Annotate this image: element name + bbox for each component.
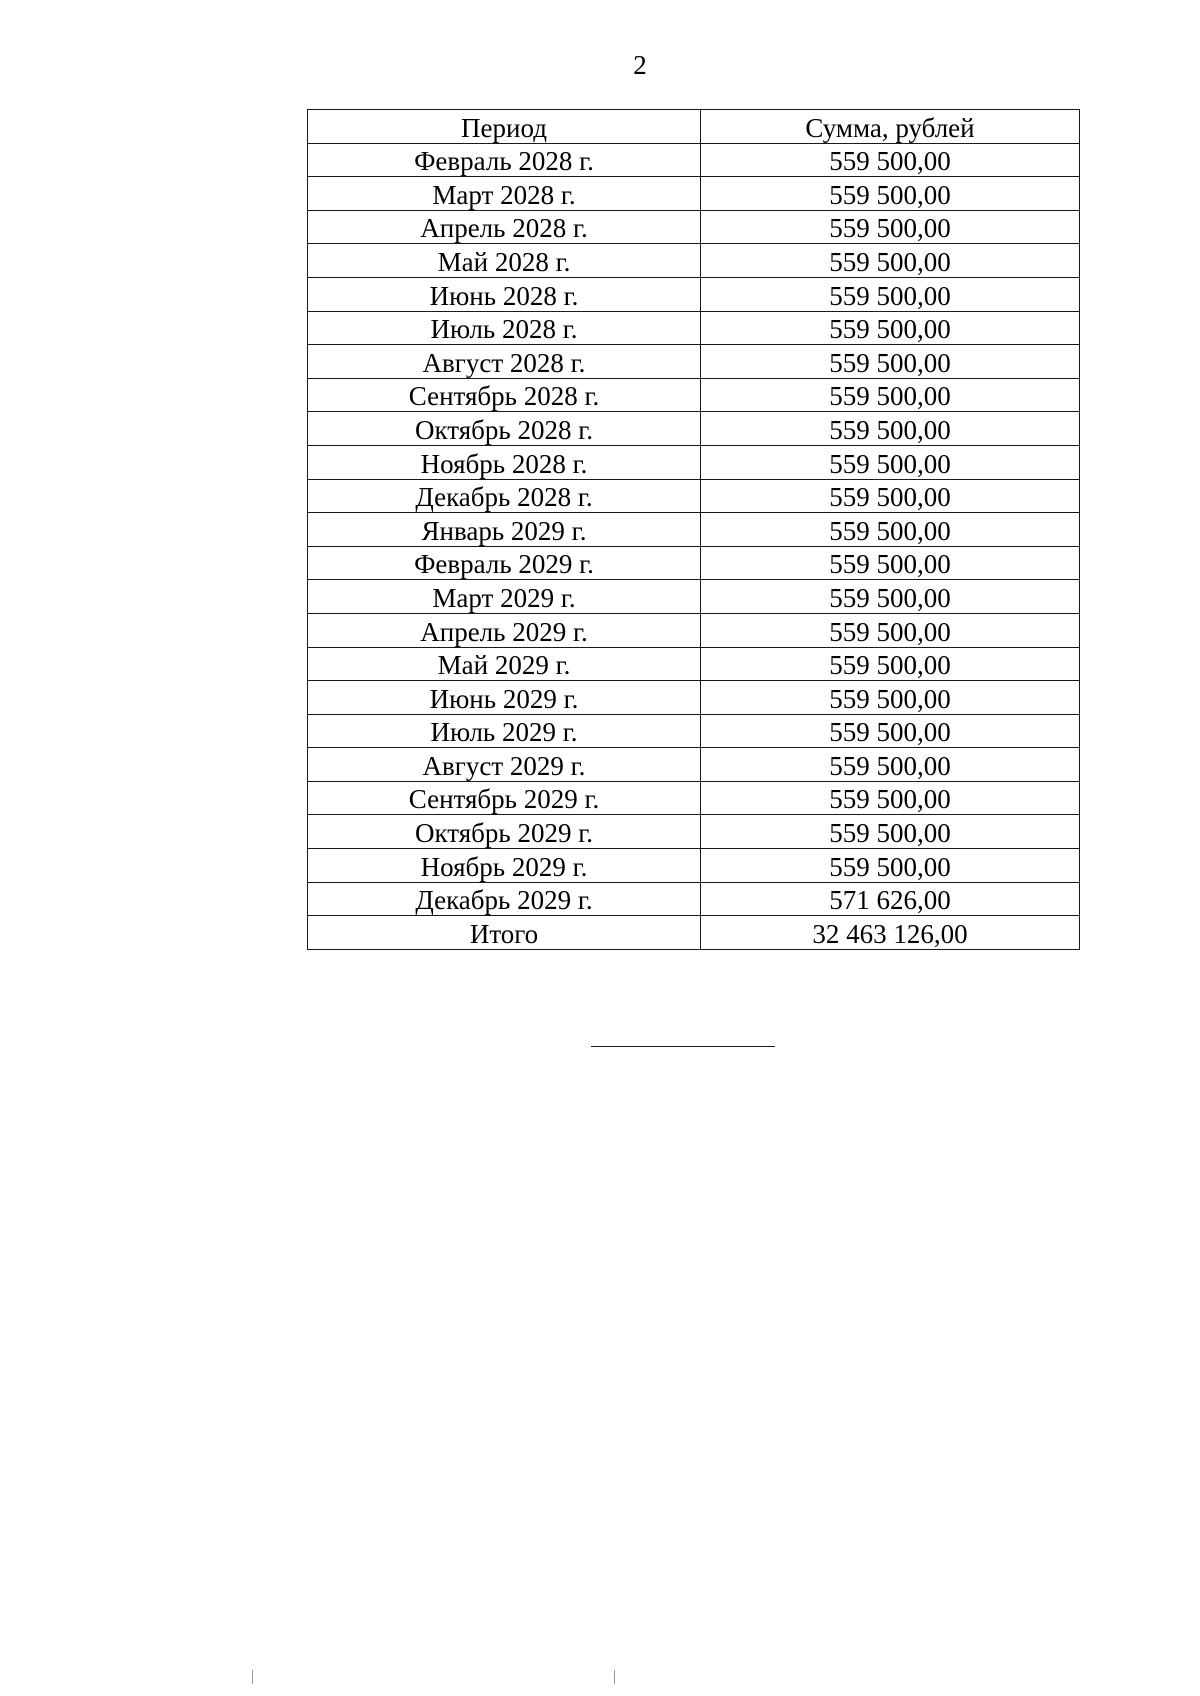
amount-cell: 559 500,00 [701, 311, 1080, 345]
amount-cell: 559 500,00 [701, 479, 1080, 513]
total-row [308, 916, 1080, 950]
table-row [308, 345, 1080, 379]
scan-artifact-mark [252, 1670, 253, 1684]
table-row [308, 244, 1080, 278]
period-cell: Октябрь 2028 г. [308, 412, 701, 446]
period-cell: Июль 2029 г. [308, 714, 701, 748]
table-row [308, 748, 1080, 782]
table-row [308, 815, 1080, 849]
period-cell: Ноябрь 2029 г. [308, 849, 701, 883]
amount-cell: 559 500,00 [701, 277, 1080, 311]
table-body [308, 143, 1080, 916]
amount-cell: 559 500,00 [701, 244, 1080, 278]
amount-cell: 559 500,00 [701, 210, 1080, 244]
period-cell: Февраль 2029 г. [308, 546, 701, 580]
amount-cell: 559 500,00 [701, 378, 1080, 412]
table-row [308, 882, 1080, 916]
table-row [308, 445, 1080, 479]
amount-cell: 559 500,00 [701, 781, 1080, 815]
table-row [308, 546, 1080, 580]
amount-cell: 571 626,00 [701, 882, 1080, 916]
table-row [308, 580, 1080, 614]
amount-cell: 559 500,00 [701, 849, 1080, 883]
page-number: 2 [633, 50, 647, 80]
scan-artifact-mark [614, 1670, 615, 1684]
amount-cell: 559 500,00 [701, 647, 1080, 681]
table-header-row [308, 110, 1080, 144]
table-row [308, 647, 1080, 681]
period-cell: Апрель 2028 г. [308, 210, 701, 244]
table-row [308, 412, 1080, 446]
period-cell: Февраль 2028 г. [308, 143, 701, 177]
period-cell: Май 2029 г. [308, 647, 701, 681]
period-cell: Декабрь 2029 г. [308, 882, 701, 916]
period-cell: Июнь 2028 г. [308, 277, 701, 311]
total-label: Итого [308, 916, 701, 950]
amount-cell: 559 500,00 [701, 445, 1080, 479]
period-cell: Март 2028 г. [308, 177, 701, 211]
period-cell: Апрель 2029 г. [308, 613, 701, 647]
amount-cell: 559 500,00 [701, 546, 1080, 580]
table-row [308, 143, 1080, 177]
header-amount: Сумма, рублей [701, 110, 1080, 144]
table-row [308, 849, 1080, 883]
table-row [308, 781, 1080, 815]
table-row [308, 210, 1080, 244]
period-cell: Октябрь 2029 г. [308, 815, 701, 849]
amount-cell: 559 500,00 [701, 177, 1080, 211]
table-row [308, 714, 1080, 748]
amount-cell: 559 500,00 [701, 681, 1080, 715]
amount-cell: 559 500,00 [701, 143, 1080, 177]
table-row [308, 311, 1080, 345]
amount-cell: 559 500,00 [701, 815, 1080, 849]
period-cell: Май 2028 г. [308, 244, 701, 278]
period-cell: Июль 2028 г. [308, 311, 701, 345]
period-cell: Сентябрь 2029 г. [308, 781, 701, 815]
table-row [308, 513, 1080, 547]
amount-cell: 559 500,00 [701, 714, 1080, 748]
table-row [308, 479, 1080, 513]
period-cell: Декабрь 2028 г. [308, 479, 701, 513]
period-cell: Июнь 2029 г. [308, 681, 701, 715]
amount-cell: 559 500,00 [701, 613, 1080, 647]
period-cell: Январь 2029 г. [308, 513, 701, 547]
header-period: Период [308, 110, 701, 144]
end-of-document-rule [591, 1046, 775, 1047]
total-amount: 32 463 126,00 [701, 916, 1080, 950]
amount-cell: 559 500,00 [701, 513, 1080, 547]
table-row [308, 177, 1080, 211]
amount-cell: 559 500,00 [701, 580, 1080, 614]
table-row [308, 681, 1080, 715]
period-cell: Ноябрь 2028 г. [308, 445, 701, 479]
period-cell: Август 2028 г. [308, 345, 701, 379]
period-cell: Сентябрь 2028 г. [308, 378, 701, 412]
period-cell: Август 2029 г. [308, 748, 701, 782]
amount-cell: 559 500,00 [701, 748, 1080, 782]
amount-cell: 559 500,00 [701, 345, 1080, 379]
payment-schedule-table [307, 109, 1080, 950]
table-row [308, 277, 1080, 311]
amount-cell: 559 500,00 [701, 412, 1080, 446]
period-cell: Март 2029 г. [308, 580, 701, 614]
table-row [308, 378, 1080, 412]
table-row [308, 613, 1080, 647]
